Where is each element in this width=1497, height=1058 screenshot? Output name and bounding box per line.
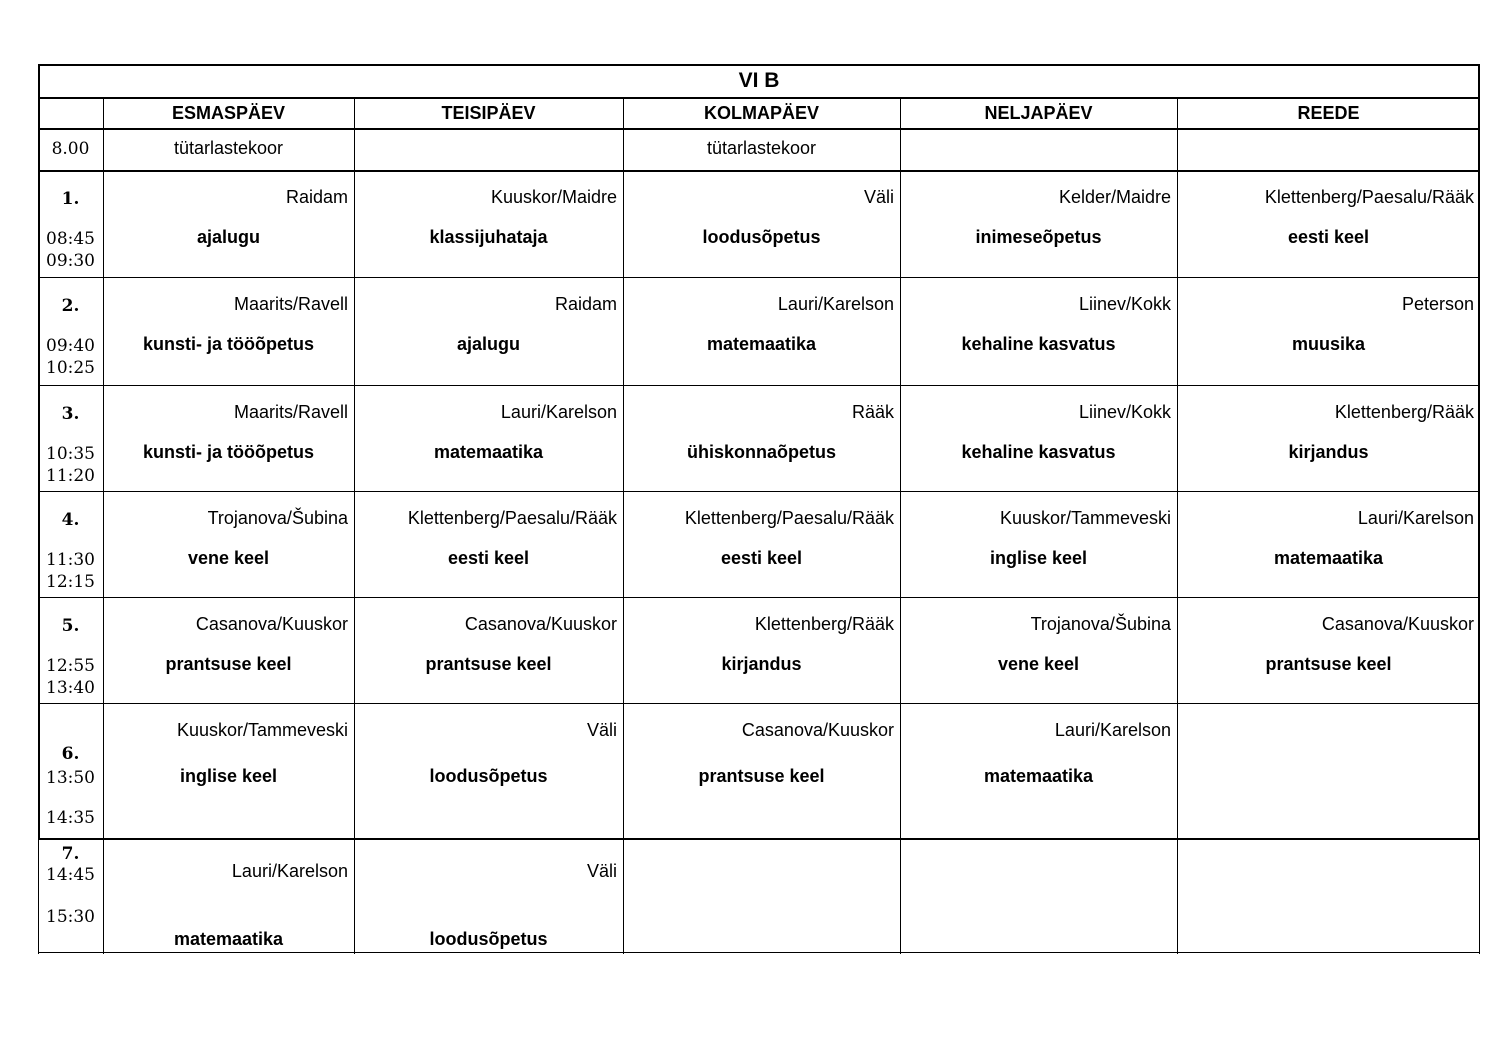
subject-name: matemaatika	[433, 442, 544, 462]
teacher-name: Kuuskor/Tammeveski	[999, 508, 1171, 528]
subject-name: matemaatika	[1273, 548, 1384, 568]
teacher-name: Kuuskor/Maidre	[490, 187, 617, 207]
subject-name: inimeseõpetus	[975, 227, 1102, 247]
teacher-name: Klettenberg/Rääk	[1334, 402, 1474, 422]
teacher-name: Lauri/Karelson	[1054, 720, 1171, 740]
subject-name: inglise keel	[989, 548, 1088, 568]
subject-name: loodusõpetus	[429, 766, 548, 786]
period-end-time: 15:30	[46, 907, 95, 927]
teacher-name: Liinev/Kokk	[1078, 402, 1171, 422]
period-start-time: 11:30	[46, 550, 95, 570]
period-end-time: 11:20	[46, 466, 95, 486]
teacher-name: Väli	[586, 720, 617, 740]
timetable-cell	[623, 171, 900, 278]
teacher-name: Väli	[863, 187, 894, 207]
timetable-cell	[623, 598, 900, 704]
teacher-name: Casanova/Kuuskor	[1321, 614, 1474, 634]
day-header: NELJAPÄEV	[984, 102, 1093, 123]
subject-name: muusika	[1291, 334, 1366, 354]
timetable-cell	[354, 598, 623, 704]
subject-name: eesti keel	[447, 548, 530, 568]
timetable-cell	[900, 171, 1177, 278]
teacher-name: Trojanova/Šubina	[1030, 614, 1171, 634]
timetable-cell	[354, 492, 623, 598]
timetable-cell	[354, 704, 623, 839]
subject-name: ajalugu	[196, 227, 260, 247]
subject-name: vene keel	[187, 548, 270, 568]
timetable-cell	[103, 704, 354, 839]
period-number: 3.	[61, 404, 80, 424]
timetable-cell	[900, 492, 1177, 598]
teacher-name: Raidam	[554, 294, 617, 314]
timetable-cell	[900, 129, 1177, 171]
timetable-cell	[1177, 129, 1480, 171]
teacher-name: Peterson	[1401, 294, 1474, 314]
teacher-name: Lauri/Karelson	[500, 402, 617, 422]
day-header: REEDE	[1297, 102, 1360, 123]
timetable-cell	[1177, 839, 1480, 954]
teacher-name: Casanova/Kuuskor	[464, 614, 617, 634]
teacher-name: Väli	[586, 861, 617, 881]
period-start-time: 12:55	[46, 656, 95, 676]
teacher-name: Kuuskor/Tammeveski	[176, 720, 348, 740]
timetable-cell	[900, 839, 1177, 954]
timetable-cell	[623, 278, 900, 386]
subject-name: prantsuse keel	[165, 654, 292, 674]
period-end-time: 09:30	[46, 251, 95, 271]
subject-name: kirjandus	[721, 654, 802, 674]
period-start-time: 13:50	[46, 768, 95, 788]
period-start-time: 08:45	[46, 229, 95, 249]
period-number: 5.	[61, 616, 80, 636]
teacher-name: Casanova/Kuuskor	[741, 720, 894, 740]
grid-line-horizontal	[38, 64, 1480, 66]
timetable-cell	[623, 492, 900, 598]
teacher-name: Lauri/Karelson	[777, 294, 894, 314]
teacher-name: Raidam	[285, 187, 348, 207]
subject-name: kunsti- ja tööõpetus	[143, 442, 314, 462]
day-header: TEISIPÄEV	[441, 102, 536, 123]
subject-name: loodusõpetus	[429, 929, 548, 949]
timetable-cell	[900, 704, 1177, 839]
subject-name: loodusõpetus	[702, 227, 821, 247]
timetable-cell	[103, 171, 354, 278]
period-start-time: 14:45	[46, 865, 95, 885]
teacher-name: Casanova/Kuuskor	[195, 614, 348, 634]
timetable-cell	[103, 492, 354, 598]
period-end-time: 14:35	[46, 808, 95, 828]
class-title: VI B	[738, 69, 780, 92]
period-number: 1.	[61, 189, 80, 209]
subject-name: kehaline kasvatus	[961, 334, 1116, 354]
timetable-cell	[1177, 704, 1480, 839]
timetable-cell	[623, 704, 900, 839]
subject-name: inglise keel	[179, 766, 278, 786]
teacher-name: Klettenberg/Paesalu/Rääk	[1264, 187, 1474, 207]
timetable-cell	[623, 129, 900, 171]
period-end-time: 10:25	[46, 358, 95, 378]
timetable-cell	[103, 386, 354, 492]
activity-label: tütarlastekoor	[706, 138, 817, 158]
day-header: KOLMAPÄEV	[703, 102, 819, 123]
period-number: 4.	[61, 510, 80, 530]
period-end-time: 12:15	[46, 572, 95, 592]
teacher-name: Maarits/Ravell	[233, 402, 348, 422]
timetable-cell	[354, 839, 623, 954]
subject-name: eesti keel	[1287, 227, 1370, 247]
timetable-cell	[354, 278, 623, 386]
subject-name: ühiskonnaõpetus	[686, 442, 836, 462]
activity-label: tütarlastekoor	[173, 138, 284, 158]
teacher-name: Trojanova/Šubina	[207, 508, 348, 528]
subject-name: matemaatika	[983, 766, 1094, 786]
timetable-cell	[354, 386, 623, 492]
timetable-cell	[103, 129, 354, 171]
subject-name: vene keel	[997, 654, 1080, 674]
timetable-cell	[1177, 492, 1480, 598]
teacher-name: Rääk	[851, 402, 894, 422]
teacher-name: Klettenberg/Paesalu/Rääk	[684, 508, 894, 528]
timetable-cell	[900, 278, 1177, 386]
subject-name: klassijuhataja	[429, 227, 548, 247]
subject-name: ajalugu	[456, 334, 520, 354]
teacher-name: Klettenberg/Rääk	[754, 614, 894, 634]
subject-name: kirjandus	[1288, 442, 1369, 462]
timetable-cell	[103, 839, 354, 954]
timetable-cell	[1177, 598, 1480, 704]
teacher-name: Maarits/Ravell	[233, 294, 348, 314]
timetable-cell	[900, 386, 1177, 492]
timetable-cell	[103, 278, 354, 386]
timetable-cell	[1177, 278, 1480, 386]
morning-time: 8.00	[51, 139, 90, 159]
subject-name: prantsuse keel	[425, 654, 552, 674]
subject-name: eesti keel	[720, 548, 803, 568]
period-start-time: 09:40	[46, 336, 95, 356]
period-number: 7.	[61, 844, 80, 864]
timetable-cell	[623, 386, 900, 492]
timetable-cell	[1177, 386, 1480, 492]
period-end-time: 13:40	[46, 678, 95, 698]
timetable	[38, 64, 1480, 954]
timetable-cell	[900, 598, 1177, 704]
period-start-time: 10:35	[46, 444, 95, 464]
subject-name: kehaline kasvatus	[961, 442, 1116, 462]
teacher-name: Lauri/Karelson	[231, 861, 348, 881]
period-number: 2.	[61, 296, 80, 316]
teacher-name: Klettenberg/Paesalu/Rääk	[407, 508, 617, 528]
timetable-cell	[354, 171, 623, 278]
period-number: 6.	[61, 744, 80, 764]
teacher-name: Liinev/Kokk	[1078, 294, 1171, 314]
timetable-cell	[354, 129, 623, 171]
day-header: ESMASPÄEV	[171, 102, 286, 123]
teacher-name: Lauri/Karelson	[1357, 508, 1474, 528]
subject-name: matemaatika	[173, 929, 284, 949]
timetable-cell	[103, 598, 354, 704]
subject-name: prantsuse keel	[1265, 654, 1392, 674]
subject-name: kunsti- ja tööõpetus	[143, 334, 314, 354]
teacher-name: Kelder/Maidre	[1058, 187, 1171, 207]
subject-name: matemaatika	[706, 334, 817, 354]
timetable-cell	[1177, 171, 1480, 278]
subject-name: prantsuse keel	[698, 766, 825, 786]
timetable-cell	[623, 839, 900, 954]
